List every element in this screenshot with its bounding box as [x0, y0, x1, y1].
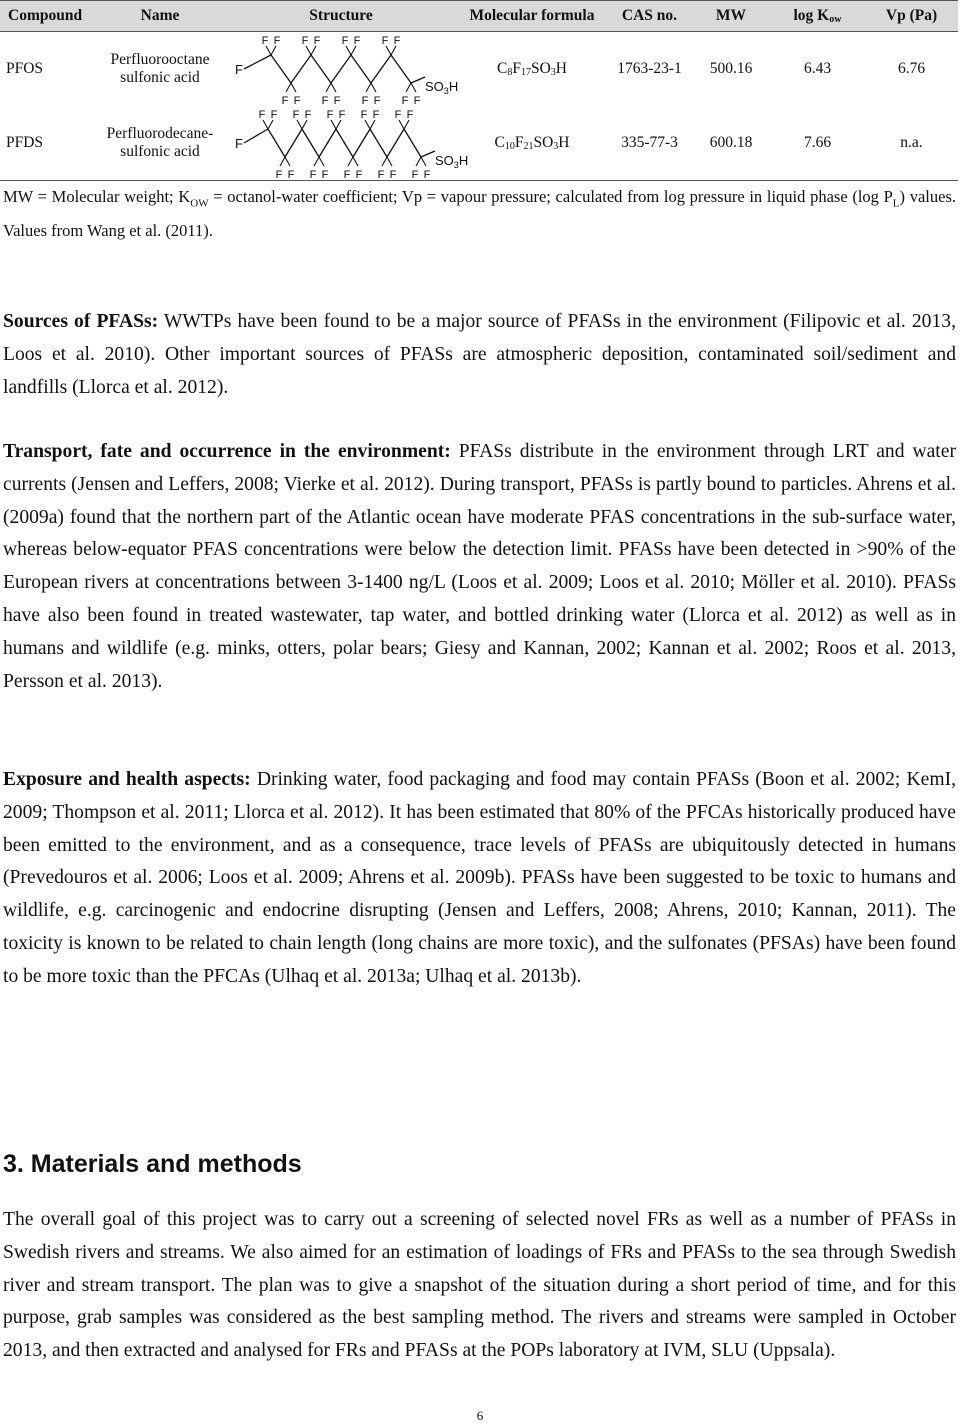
bond — [365, 120, 370, 129]
bond — [371, 55, 391, 83]
bond — [404, 129, 421, 157]
bond — [285, 157, 290, 166]
bond — [351, 55, 371, 83]
bond — [353, 157, 358, 166]
bond — [319, 157, 324, 166]
header-name: Name — [95, 1, 225, 32]
cell-cas: 335-77-3 — [607, 106, 692, 181]
fluorine-label: F — [313, 35, 321, 47]
bond — [404, 120, 409, 129]
bond — [286, 83, 291, 92]
exposure-lead: Exposure and health aspects: — [3, 769, 251, 790]
structure-drawing — [231, 33, 459, 107]
bond — [370, 129, 387, 157]
bond — [406, 83, 411, 92]
bond — [314, 157, 319, 166]
structure-drawing — [231, 107, 469, 181]
methods-paragraph: The overall goal of this project was to carry out a screening of selected novel FRs as well as a number of PFASs in Swedish rivers and streams. We also aimed for an estimation of loadings of FRs and PFASs to the sea through Swedish river and stream transport. The plan was to give a snapshot of the situation during a short period of time, and for this purpose, grab samples was considered as the best sampling method. The rivers and streams were sampled in October 2013, and then extracted and analysed for FRs and PFASs at the POPs laboratory at IVM, SLU (Uppsala). — [3, 1209, 956, 1362]
fluorine-label: F — [304, 109, 312, 121]
transport-lead: Transport, fate and occurrence in the environment: — [3, 441, 451, 462]
sources-lead: Sources of PFASs: — [3, 311, 159, 332]
bond — [391, 55, 411, 83]
bond — [386, 46, 391, 55]
fluorine-label: F — [338, 109, 346, 121]
bond — [371, 83, 376, 92]
fluorine-label: F — [389, 169, 397, 181]
bond — [271, 55, 291, 83]
fluorine-label: F — [275, 169, 283, 181]
bond — [387, 129, 404, 157]
fluorine-label: F — [287, 169, 295, 181]
bond — [421, 157, 426, 166]
bond — [244, 55, 271, 69]
bond — [291, 83, 296, 92]
bond — [366, 83, 371, 92]
fluorine-label: F — [343, 169, 351, 181]
fluorine-label: F — [394, 109, 402, 121]
bond — [399, 120, 404, 129]
bond — [271, 46, 276, 55]
fluorine-label: F — [372, 109, 380, 121]
header-compound: Compound — [0, 1, 95, 32]
bond — [336, 129, 353, 157]
bond — [297, 120, 302, 129]
cell-vp: 6.76 — [897, 60, 926, 77]
fluorine-label: F — [293, 95, 301, 107]
sources-paragraph — [3, 306, 956, 404]
bond — [291, 55, 311, 83]
fluorine-label: F — [406, 109, 414, 121]
sulfonic-acid-label: $SO_3H$ — [425, 79, 459, 96]
bond — [331, 55, 351, 83]
bond — [370, 120, 375, 129]
cell-vp: n.a. — [865, 106, 958, 181]
bond — [387, 157, 392, 166]
page-number: 6 — [476, 1408, 484, 1423]
sources-text: WWTPs have been found to be a major source of PFASs in the environment (Filipovic et al. 2013, Loos et al. 2010). Other important sources of PFASs are atmospheric deposition, contaminated soil/sediment and landfills (Llorca et al. 2012). — [3, 311, 956, 398]
fluorine-label: F — [301, 35, 309, 47]
fluorine-label: F — [321, 95, 329, 107]
fluorine-label: F — [261, 35, 269, 47]
fluorine-label: F — [353, 35, 361, 47]
bond — [421, 151, 435, 157]
fluorine-label: F — [361, 95, 369, 107]
bond — [268, 120, 273, 129]
bond — [268, 129, 285, 157]
terminal-fluorine-label: F — [235, 62, 243, 77]
transport-text: PFASs distribute in the environment through LRT and water currents (Jensen and Leffers, 2008; Vierke et al. 2012). During transport, PFASs is partly bound to particles. Ahrens et al. (2009a) found that the northern part of the Atlantic ocean have moderate PFAS concentrations in the sub-surface water, whereas below-equator PFAS concentrations were below the detection limit. PFASs have been detected in >90% of the European rivers at concentrations between 3-1400 ng/L (Loos et al. 2009; Loos et al. 2010; Möller et al. 2010). PFASs have also been found in treated wastewater, tap water, and bottled drinking water (Llorca et al. 2012) as well as in humans and wildlife (e.g. minks, otters, polar bears; Giesy and Kannan, 2002; Kannan et al. 2002; Roos et al. 2013, Persson et al. 2013). — [3, 441, 956, 692]
header-vp: Vp (Pa) — [865, 1, 958, 32]
fluorine-label: F — [393, 35, 401, 47]
fluorine-label: F — [381, 35, 389, 47]
transport-paragraph — [3, 436, 956, 698]
sulfonic-acid-label: $SO_3H$ — [435, 153, 469, 170]
bond — [311, 55, 331, 83]
bond — [351, 46, 356, 55]
exposure-text: Drinking water, food packaging and food may contain PFASs (Boon et al. 2002; KemI, 2009; Thompson et al. 2011; Llorca et al. 2012). It has been estimated that 80% of the PFCAs historically produced have been emitted to the environment, and as a consequence, trace levels of PFASs are ubiquitously detected in humans (Prevedouros et al. 2006; Loos et al. 2009; Ahrens et al. 2009b). PFASs have been suggested to be toxic to humans and wildlife, e.g. carcinogenic and endocrine disrupting (Jensen and Leffers, 2008; Ahrens, 2010; Kannan, 2011). The toxicity is known to be related to chain length (long chains are more toxic), and the sulfonates (PFSAs) have been found to be more toxic than the PFCAs (Ulhaq et al. 2013a; Ulhaq et al. 2013b). — [3, 769, 956, 987]
header-cas: CAS no. — [607, 1, 692, 32]
fluorine-label: F — [377, 169, 385, 181]
bond — [326, 83, 331, 92]
bond — [266, 46, 271, 55]
fluorine-label: F — [326, 109, 334, 121]
cell-compound: PFOS — [6, 60, 44, 77]
terminal-fluorine-label: F — [235, 136, 243, 151]
bond — [416, 157, 421, 166]
table-row — [0, 32, 958, 107]
bond — [319, 129, 336, 157]
bond — [263, 120, 268, 129]
fluorine-label: F — [413, 95, 421, 107]
fluorine-label: F — [373, 95, 381, 107]
bond — [280, 157, 285, 166]
table-header-row — [0, 1, 958, 32]
bond — [244, 129, 268, 143]
bond — [348, 157, 353, 166]
table-row — [0, 106, 958, 181]
fluorine-label: F — [292, 109, 300, 121]
bond — [411, 77, 425, 83]
cell-logk: 6.43 — [803, 60, 832, 77]
header-logk: $\log K_{ow}$ — [770, 1, 865, 32]
fluorine-label: F — [270, 109, 278, 121]
fluorine-label: F — [258, 109, 266, 121]
fluorine-label: F — [360, 109, 368, 121]
table-footnote: MW = Molecular weight; $K_{OW}$ = octanol-water coefficient; Vp = vapour pressure; calculated from log pressure in liquid phase (log $P_L$) values. Values from Wang et al. (2011). — [3, 187, 956, 241]
fluorine-label: F — [355, 169, 363, 181]
cell-name: Perfluorodecane-sulfonic acid — [95, 106, 225, 181]
bond — [285, 129, 302, 157]
fluorine-label: F — [401, 95, 409, 107]
bond — [331, 120, 336, 129]
header-structure: Structure — [225, 1, 457, 32]
cell-logk: 7.66 — [770, 106, 865, 181]
bond — [306, 46, 311, 55]
fluorine-label: F — [411, 169, 419, 181]
compound-table — [0, 0, 958, 181]
bond — [411, 83, 416, 92]
bond — [382, 157, 387, 166]
fluorine-label: F — [281, 95, 289, 107]
cell-mw: 600.18 — [692, 106, 770, 181]
fluorine-label: F — [341, 35, 349, 47]
bond — [302, 120, 307, 129]
fluorine-label: F — [321, 169, 329, 181]
cell-compound: PFDS — [0, 106, 95, 181]
cell-name: Perfluorooctane sulfonic acid — [110, 51, 210, 86]
bond — [346, 46, 351, 55]
fluorine-label: F — [423, 169, 431, 181]
fluorine-label: F — [309, 169, 317, 181]
cell-formula: $C_8F_{17}SO_3H$ — [497, 60, 567, 78]
cell-cas: 1763-23-1 — [617, 60, 682, 77]
cell-mw: 500.16 — [709, 60, 753, 77]
section-heading: 3. Materials and methods — [3, 1150, 302, 1178]
fluorine-label: F — [273, 35, 281, 47]
bond — [353, 129, 370, 157]
exposure-paragraph — [3, 764, 956, 994]
cell-formula: $C_{10}F_{21}SO_3H$ — [457, 106, 607, 181]
bond — [311, 46, 316, 55]
cell-structure — [225, 106, 469, 181]
bond — [391, 46, 396, 55]
bond — [331, 83, 336, 92]
cell-structure — [225, 32, 457, 107]
header-mw: MW — [692, 1, 770, 32]
bond — [336, 120, 341, 129]
bond — [302, 129, 319, 157]
header-formula: Molecular formula — [457, 1, 607, 32]
fluorine-label: F — [333, 95, 341, 107]
